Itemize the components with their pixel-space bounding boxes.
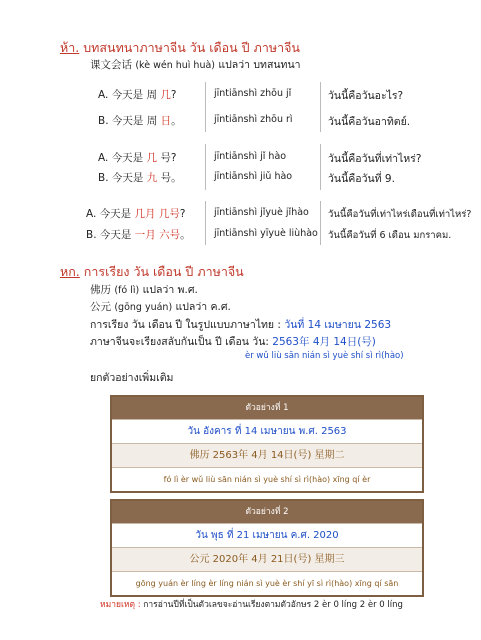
dialogue-pinyin: jīntiānshì zhōu rì — [214, 114, 293, 125]
dialogue-thai: วันนี้คือวันที่ 6 เดือน มกราคม. — [328, 230, 452, 241]
subtitle-thai: แปลว่า บทสนทนา — [218, 59, 301, 71]
dialogue-pinyin: jīntiānshì yīyuè liùhào — [214, 228, 318, 239]
thai-order-line: การเรียง วัน เดือน ปี ในรูปแบบภาษาไทย : วันที่ 14 เมษายน 2563 — [90, 319, 392, 331]
example-2-pinyin-row: gōng yuán èr líng èr líng nián sì yuè èr shí yī sì rì(hào) xīng qí sān — [112, 571, 422, 595]
dialogue-line: A. 今天是 几月 几号? — [86, 208, 186, 220]
example-1-pinyin-row: fó lì èr wǔ liù sān nián sì yuè shí sì rì(hào) xīng qí èr — [112, 467, 422, 491]
note-text: การอ่านปีที่เป็นตัวเลขจะอ่านเรียงตามตัวอักษร 2 èr 0 líng 2 èr 0 líng — [143, 600, 403, 610]
note-line — [100, 597, 403, 611]
more-examples-label: ยกตัวอย่างเพิ่มเติม — [90, 372, 174, 384]
subtitle-pinyin: (kè wén huì huà) — [135, 60, 216, 71]
column-divider — [320, 82, 321, 132]
common-era-line: 公元 (gōng yuán) แปลว่า ค.ศ. — [90, 301, 231, 313]
column-divider — [205, 201, 206, 245]
section-6-heading: การเรียง วัน เดือน ปี ภาษาจีน — [83, 264, 244, 279]
section-6-title — [60, 262, 244, 282]
example-2-header: ตัวอย่างที่ 2 — [112, 501, 422, 523]
example-2-card — [110, 499, 424, 597]
dialogue-line: A. 今天是 周 几? — [98, 89, 177, 101]
subtitle-chinese: 课文会话 — [90, 59, 132, 71]
example-1-thai-row: วัน อังคาร ที่ 14 เมษายน พ.ศ. 2563 — [112, 419, 422, 443]
example-2-chinese-row: 公元 2020年 4月 21日(号) 星期三 — [112, 547, 422, 571]
dialogue-line: B. 今天是 一月 六号。 — [86, 229, 191, 241]
example-1-chinese-row: 佛历 2563年 4月 14日(号) 星期二 — [112, 443, 422, 467]
section-5-title — [60, 38, 300, 58]
dialogue-line: B. 今天是 周 日。 — [98, 115, 182, 127]
example-1-header: ตัวอย่างที่ 1 — [112, 397, 422, 419]
column-divider — [205, 82, 206, 132]
buddhist-era-line: 佛历 (fó lì) แปลว่า พ.ศ. — [90, 284, 198, 296]
dialogue-line: B. 今天是 九 号。 — [98, 172, 182, 184]
section-5-subtitle — [90, 56, 301, 73]
dialogue-pinyin: jīntiānshì jǐyuè jǐhào — [214, 207, 309, 218]
example-2-thai-row: วัน พุธ ที่ 21 เมษายน ค.ศ. 2020 — [112, 523, 422, 547]
dialogue-thai: วันนี้คือวันที่เท่าไหร่เดือนที่เท่าไหร่? — [328, 209, 472, 220]
dialogue-line: A. 今天是 几 号? — [98, 152, 177, 164]
note-label: หมายเหตุ : — [100, 600, 141, 610]
dialogue-pinyin: jīntiānshì zhōu jǐ — [214, 88, 292, 99]
dialogue-pinyin: jīntiānshì jǐ hào — [214, 151, 287, 162]
dialogue-thai: วันนี้คือวันที่ 9. — [328, 173, 395, 185]
example-1-card — [110, 395, 424, 493]
column-divider — [320, 144, 321, 190]
dialogue-thai: วันนี้คือวันที่เท่าไหร่? — [328, 153, 422, 165]
dialogue-thai: วันนี้คือวันอาทิตย์. — [328, 116, 411, 128]
column-divider — [205, 144, 206, 190]
section-6-number: หก. — [60, 264, 80, 279]
chinese-order-line: ภาษาจีนจะเรียงสลับกันเป็น ปี เดือน วัน: 2563年 4月 14日(号) — [90, 336, 376, 348]
chinese-order-pinyin: èr wǔ liù sān nián sì yuè shí sì rì(hào) — [245, 351, 404, 361]
section-5-number: ห้า. — [60, 40, 80, 55]
dialogue-pinyin: jīntiānshì jiǔ hào — [214, 171, 293, 182]
column-divider — [320, 201, 321, 245]
dialogue-thai: วันนี้คือวันอะไร? — [328, 90, 404, 102]
section-5-heading: บทสนทนาภาษาจีน วัน เดือน ปี ภาษาจีน — [83, 40, 300, 55]
